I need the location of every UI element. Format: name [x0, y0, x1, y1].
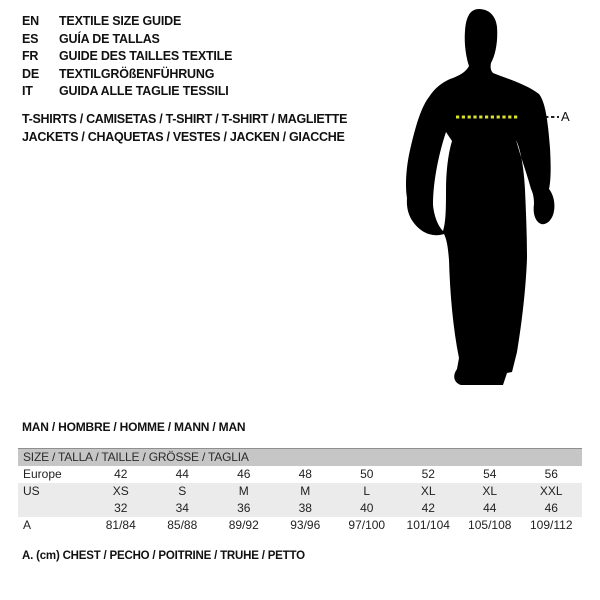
size-value: 36: [237, 501, 251, 515]
size-value: S: [178, 484, 187, 498]
size-value: M: [238, 484, 249, 498]
table-row-numeric: [18, 500, 582, 517]
row-label: US: [23, 484, 40, 498]
size-value: 38: [298, 501, 312, 515]
lang-code: IT: [22, 84, 33, 98]
table-header: SIZE / TALLA / TAILLE / GRÖSSE / TAGLIA: [18, 449, 582, 466]
size-value: 56: [544, 467, 558, 481]
lang-label: TEXTILE SIZE GUIDE: [59, 14, 182, 28]
size-value: 89/92: [228, 518, 259, 532]
row-label: [18, 500, 90, 517]
size-value: 48: [298, 467, 312, 481]
row-label: Europe: [23, 467, 62, 481]
lang-code: FR: [22, 49, 39, 63]
size-value: 109/112: [530, 518, 573, 532]
size-value: 34: [175, 501, 189, 515]
size-value: XL: [482, 484, 498, 498]
table-row-us: [18, 483, 582, 500]
measurement-footnote: A. (cm) CHEST / PECHO / POITRINE / TRUHE / PETTO: [22, 550, 305, 562]
size-value: 32: [114, 501, 128, 515]
size-value: 46: [544, 501, 558, 515]
size-value: XL: [420, 484, 436, 498]
size-value: 81/84: [105, 518, 136, 532]
size-table: [18, 448, 582, 534]
category-jackets: JACKETS / CHAQUETAS / VESTES / JACKEN / GIACCHE: [22, 130, 345, 144]
measurement-a-label: A: [561, 109, 570, 124]
lang-code: EN: [22, 14, 39, 28]
size-value: 101/104: [406, 518, 450, 532]
size-value: 42: [114, 467, 128, 481]
lang-code: ES: [22, 31, 39, 46]
size-value: L: [363, 484, 371, 498]
size-value: 105/108: [468, 518, 512, 532]
table-row-europe: [18, 466, 582, 483]
lang-label: GUIDA ALLE TAGLIE TESSILI: [59, 84, 229, 98]
size-value: 42: [421, 501, 435, 515]
size-value: 44: [483, 501, 497, 515]
category-tshirts: T-SHIRTS / CAMISETAS / T-SHIRT / T-SHIRT / MAGLIETTE: [22, 112, 348, 126]
size-value: 93/96: [290, 518, 321, 532]
table-row-chest: [18, 517, 582, 534]
lang-label: GUÍA DE TALLAS: [59, 31, 160, 46]
size-value: 46: [237, 467, 251, 481]
size-value: 40: [360, 501, 374, 515]
size-value: M: [300, 484, 311, 498]
size-value: 44: [175, 467, 189, 481]
section-title: MAN / HOMBRE / HOMME / MANN / MAN: [22, 420, 246, 434]
size-value: 85/88: [167, 518, 198, 532]
row-label: A: [23, 518, 32, 532]
size-value: 97/100: [348, 518, 386, 532]
lang-code: DE: [22, 66, 39, 81]
size-value: XXL: [539, 484, 563, 498]
size-value: XS: [112, 484, 129, 498]
size-value: 54: [483, 467, 497, 481]
lang-label: TEXTILGRÖßENFÜHRUNG: [59, 66, 215, 81]
lang-label: GUIDE DES TAILLES TEXTILE: [59, 49, 233, 63]
size-value: 50: [360, 467, 374, 481]
size-value: 52: [421, 467, 435, 481]
